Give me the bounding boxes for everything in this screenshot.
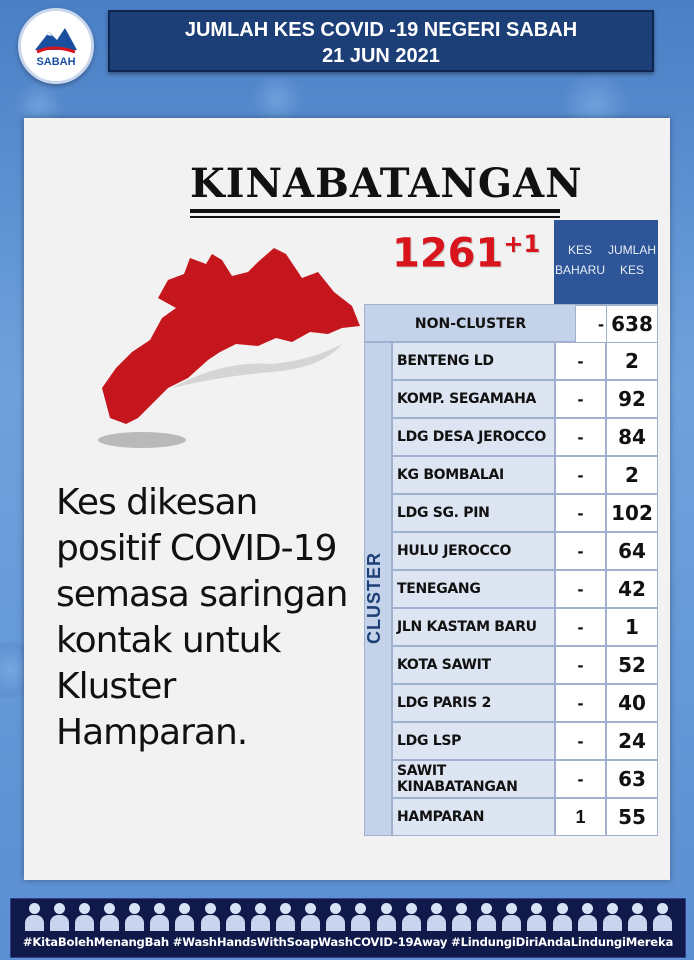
content-panel xyxy=(24,118,670,880)
cluster-row xyxy=(392,722,658,760)
person-icon xyxy=(451,901,471,931)
people-strip xyxy=(21,901,675,933)
cluster-total-cases: 64 xyxy=(606,532,658,570)
person-icon xyxy=(602,901,622,931)
cluster-name: BENTENG LD xyxy=(392,342,555,380)
cluster-new-cases: - xyxy=(555,418,606,456)
cluster-row xyxy=(392,570,658,608)
note-line: Kes dikesan xyxy=(56,482,258,523)
cluster-total-cases: 55 xyxy=(606,798,658,836)
cluster-total-cases: 2 xyxy=(606,456,658,494)
logo-text: SABAH xyxy=(36,56,76,68)
cluster-name: LDG PARIS 2 xyxy=(392,684,555,722)
cluster-total-cases: 24 xyxy=(606,722,658,760)
cluster-row xyxy=(392,532,658,570)
person-icon xyxy=(225,901,245,931)
district-map xyxy=(72,248,362,468)
cluster-total-cases: 102 xyxy=(606,494,658,532)
cluster-total-cases: 42 xyxy=(606,570,658,608)
mountain-logo-icon xyxy=(33,24,79,58)
map-shadow xyxy=(98,432,186,448)
cluster-total-cases: 40 xyxy=(606,684,658,722)
cluster-new-cases: - xyxy=(555,532,606,570)
non-cluster-new: - xyxy=(575,305,627,343)
person-icon xyxy=(124,901,144,931)
cluster-label: CLUSTER xyxy=(364,552,384,644)
person-icon xyxy=(99,901,119,931)
cluster-new-cases: - xyxy=(555,646,606,684)
note-line: semasa saringan xyxy=(56,574,348,615)
person-icon xyxy=(552,901,572,931)
cluster-new-cases: - xyxy=(555,456,606,494)
column-header-total: JUMLAH KES xyxy=(606,220,658,304)
cluster-new-cases: - xyxy=(555,494,606,532)
cluster-total-cases: 1 xyxy=(606,608,658,646)
person-icon xyxy=(426,901,446,931)
cluster-new-cases: - xyxy=(555,608,606,646)
non-cluster-total: 638 xyxy=(606,305,658,343)
cluster-name: LDG DESA JEROCCO xyxy=(392,418,555,456)
cluster-name: KOTA SAWIT xyxy=(392,646,555,684)
person-icon xyxy=(24,901,44,931)
cluster-total-cases: 84 xyxy=(606,418,658,456)
person-icon xyxy=(250,901,270,931)
cluster-total-cases: 92 xyxy=(606,380,658,418)
header-date: 21 JUN 2021 xyxy=(322,45,440,67)
total-increment: +1 xyxy=(503,230,541,258)
person-icon xyxy=(200,901,220,931)
cluster-new-cases: - xyxy=(555,722,606,760)
cluster-total-cases: 52 xyxy=(606,646,658,684)
district-title: KINABATANGAN xyxy=(190,160,560,213)
header-title: JUMLAH KES COVID -19 NEGERI SABAH xyxy=(184,19,578,41)
cluster-name: KOMP. SEGAMAHA xyxy=(392,380,555,418)
cluster-total-cases: 2 xyxy=(606,342,658,380)
cluster-name: LDG LSP xyxy=(392,722,555,760)
cluster-new-cases: - xyxy=(555,760,606,798)
cluster-row xyxy=(392,646,658,684)
cluster-row xyxy=(392,760,658,798)
person-icon xyxy=(627,901,647,931)
cluster-row xyxy=(392,798,658,836)
note-line: kontak untuk xyxy=(56,620,281,661)
cluster-name: KG BOMBALAI xyxy=(392,456,555,494)
person-icon xyxy=(49,901,69,931)
cluster-new-cases: 1 xyxy=(555,798,606,836)
cluster-row xyxy=(392,418,658,456)
person-icon xyxy=(275,901,295,931)
note-line: positif COVID-19 xyxy=(56,528,337,569)
map-region-shape xyxy=(102,248,360,424)
page-header xyxy=(108,10,654,72)
person-icon xyxy=(376,901,396,931)
cluster-row xyxy=(392,494,658,532)
cluster-new-cases: - xyxy=(555,380,606,418)
total-value: 1261 xyxy=(392,230,504,277)
case-note xyxy=(56,480,356,756)
total-cases xyxy=(392,230,540,276)
cluster-row xyxy=(392,380,658,418)
person-icon xyxy=(350,901,370,931)
person-icon xyxy=(174,901,194,931)
cluster-name: JLN KASTAM BARU xyxy=(392,608,555,646)
person-icon xyxy=(149,901,169,931)
cluster-name: TENEGANG xyxy=(392,570,555,608)
cluster-row xyxy=(392,342,658,380)
footer-hashtags: #KitaBolehMenangBah #WashHandsWithSoapWashCOVID-19Away #LindungiDiriAndaLindungiMereka xyxy=(22,935,674,949)
person-icon xyxy=(652,901,672,931)
cluster-new-cases: - xyxy=(555,570,606,608)
cluster-name: SAWIT KINABATANGAN xyxy=(392,760,555,798)
cluster-name: HAMPARAN xyxy=(392,798,555,836)
non-cluster-label: NON-CLUSTER xyxy=(414,316,527,332)
person-icon xyxy=(300,901,320,931)
cluster-row xyxy=(392,608,658,646)
person-icon xyxy=(577,901,597,931)
cluster-total-cases: 63 xyxy=(606,760,658,798)
cluster-new-cases: - xyxy=(555,342,606,380)
person-icon xyxy=(501,901,521,931)
note-line: Hamparan. xyxy=(56,712,248,753)
cluster-name: HULU JEROCCO xyxy=(392,532,555,570)
note-line: Kluster xyxy=(56,666,176,707)
footer-banner xyxy=(10,898,686,958)
person-icon xyxy=(74,901,94,931)
cluster-name: LDG SG. PIN xyxy=(392,494,555,532)
column-header-new: KES BAHARU xyxy=(554,220,606,304)
person-icon xyxy=(325,901,345,931)
non-cluster-row xyxy=(364,304,658,342)
person-icon xyxy=(476,901,496,931)
cluster-new-cases: - xyxy=(555,684,606,722)
cluster-row xyxy=(392,456,658,494)
person-icon xyxy=(401,901,421,931)
sabah-logo xyxy=(18,8,94,84)
cluster-row xyxy=(392,684,658,722)
person-icon xyxy=(526,901,546,931)
